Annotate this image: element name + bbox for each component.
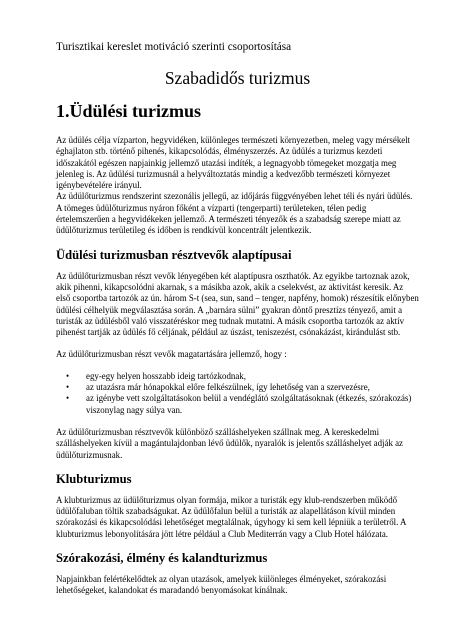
bullet-icon: • bbox=[66, 370, 70, 381]
bullet-icon: • bbox=[66, 393, 70, 404]
bullet-icon: • bbox=[66, 382, 70, 393]
document-header: Turisztikai kereslet motiváció szerinti csoportosítása bbox=[56, 41, 292, 53]
intro-text: Az üdülés célja vízparton, hegyvidéken, különleges természeti környezetben, meleg vagy mérsékelt éghajlaton stb. történő pihenés, kikapcsolódás, élményszerzés. Az üdülés a turizmus kezdeti időszakától egészen napjainkig jellemző utazási indíték, a legnagyobb tömegeket mozgatja meg jelenleg is. Az üdülési turizmusnál a helyváltoztatás mindig a kedvezőbb természeti környezet igénybevételére irányul. Az üdülőturizmus rendszerint szezonális jellegű, az időjárás függvényében lehet téli és nyári üdülés. A tömeges üdülőturizmus nyáron főként a vízparti (tengerparti) területeken, télen pedig értelemszerűen a hegyvidékeken jellemző. A természeti tényezők és a szabadság szerepe miatt az üdülőturizmus területileg és időben is rendkívül koncentrált jelentkezik. bbox=[56, 135, 413, 236]
participants-list-intro: Az üdülőturizmusban részt vevők magatartására jellemző, hogy : bbox=[56, 349, 287, 360]
list-item: • egy-egy helyen hosszabb ideig tartózkodnak, bbox=[66, 370, 246, 381]
intro-paragraph bbox=[56, 135, 419, 237]
subheading-club-tourism: Klubturizmus bbox=[56, 471, 132, 486]
document-page bbox=[56, 40, 419, 597]
accommodation-paragraph: Az üdülőturizmusban résztvevők különböző szálláshelyeken szállnak meg. A kereskedelmi szálláshelyeken kívül a magántulajdonban lévő üdülők, nyaralók is jelentős szálláshelyet adják az üdülőturizmusnak. bbox=[56, 426, 404, 460]
document-title: Szabadidős turizmus bbox=[164, 68, 311, 88]
list-item: • az igénybe vett szolgáltatásokon belül a vendéglátó szolgáltatásoknak (étkezés, szórakozás) viszonylag nagy súlya van. bbox=[66, 393, 412, 415]
participants-bullet-list bbox=[56, 371, 419, 416]
club-tourism-paragraph: A klubturizmus az üdülőturizmus olyan formája, mikor a turisták egy klub-rendszerben működő üdülőfaluban töltik szabadságukat. Az üdülőfalun belül a turisták az alapellátáson kívül minden szórakozási és kikapcsolódási lehetőséget megtalálnak, úgyhogy ki sem kell lépniük a területről. A klubturizmus lebonyolítására jött létre például a Club Mediterrán vagy a Club Hotel hálózata. bbox=[56, 494, 406, 539]
subheading-participants: Üdülési turizmusban résztvevők alaptípusai bbox=[56, 247, 292, 262]
section-heading-udulesi-turizmus: 1.Üdülési turizmus bbox=[56, 101, 202, 121]
subheading-entertainment-tourism: Szórakozási, élmény és kalandturizmus bbox=[56, 551, 268, 566]
entertainment-tourism-paragraph: Napjainkban felértékelődtek az olyan utazások, amelyek különleges élményeket, szórakozási lehetőségeket, kalandokat és maradandó benyomásokat kínálnak. bbox=[56, 574, 387, 596]
list-item: • az utazásra már hónapokkal előre felkészülnek, így lehetőség van a szervezésre, bbox=[66, 382, 370, 393]
participants-paragraph: Az üdülőturizmusban részt vevők lényegében két alaptípusra oszthatók. Az egyikbe tartoznak azok, akik pihenni, kikapcsolódni akarnak, s a másikba azok, akik a cselekvést, az aktivitást keresik. Az első csoportba tartozók az ún. három S-t (sea, sun, sand – tenger, napfény, homok) részesítik előnyben üdülési célhelyük megválasztása során. A „barnára sülni” gyakran döntő presztízs tényező, amit a turisták az üdülésből való visszatéréskor meg tudnak mutatni. A másik csoportba tartozók az aktív pihenést tartják az üdülés fő céljának, például az úszást, teniszezést, csónakázást, kirándulást stb. bbox=[56, 270, 419, 338]
